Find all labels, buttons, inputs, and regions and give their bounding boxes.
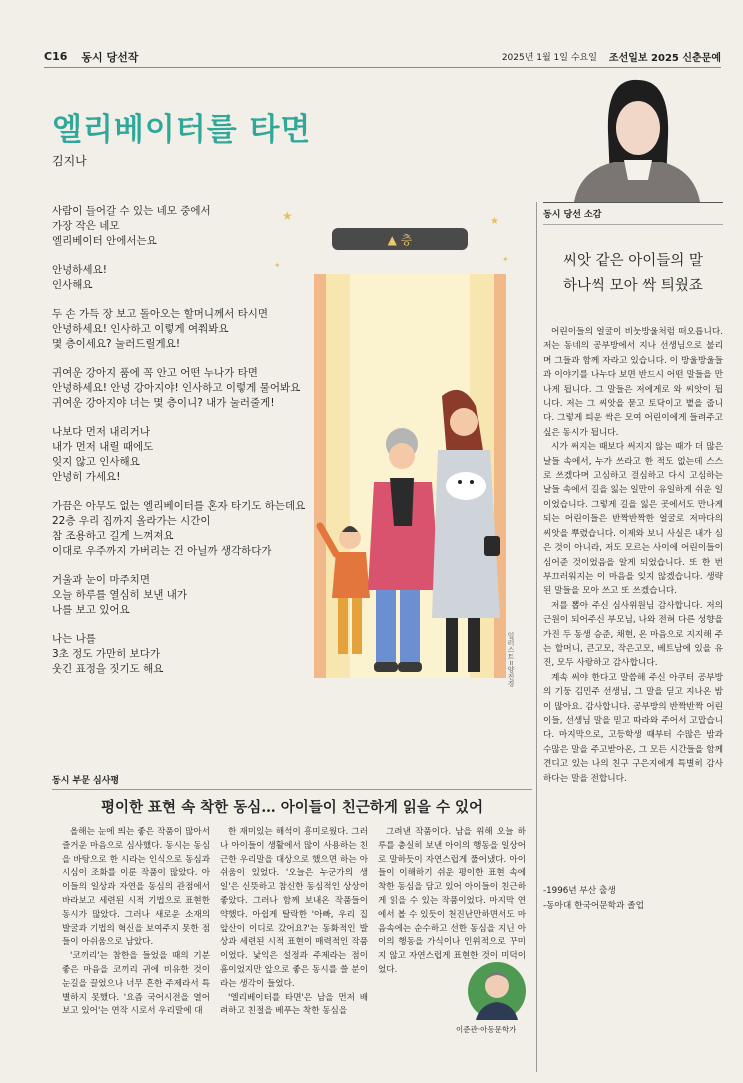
poem-line: 귀여운 강아지 품에 꼭 안고 어떤 누나가 타면 — [52, 367, 258, 379]
remarks-paragraph: 계속 써야 한다고 말씀해 주신 아쿠터 공부방의 기둥 김민주 선생님, 그 말을 딛고 지나온 밤이 많아요. 감사합니다. 공부방의 반짝반짝 어린이들, 선생님 말을 믿고 따라와 주어서 고맙습니다. 마지막으로, 고등학생 때부터 수많은 밤과 수많은 말을 주고받아온, 그 모든 시간들을 함께 견디고 있는 나의 친구 구은지에게 특별히 감사하다는 말을 전합니다. — [543, 672, 723, 784]
poem-line: 내가 먼저 내릴 때에도 — [52, 441, 154, 453]
review-column — [62, 826, 210, 1019]
poem-line: 이대로 우주까지 가버리는 건 아닐까 생각하다가 — [52, 545, 272, 557]
poem-line: 참 조용하고 길게 느껴져요 — [52, 530, 174, 542]
poem-line: 안녕히 가세요! — [52, 471, 121, 483]
poem-line: 안녕하세요! 인사하고 이렇게 여쭤봐요 — [52, 323, 229, 335]
reviewer-name: 이준관·아동문학가 — [456, 1025, 517, 1034]
poem-line: 가끔은 아무도 없는 엘리베이터를 혼자 타기도 하는데요 — [52, 500, 306, 512]
winner-remarks — [543, 202, 723, 786]
poem-author: 김지나 — [52, 154, 87, 168]
poem-line: 인사해요 — [52, 279, 93, 291]
svg-text:★: ★ — [282, 210, 293, 223]
svg-text:✦: ✦ — [502, 255, 509, 264]
section-name: 동시 당선작 — [81, 50, 139, 64]
poem-line: 가장 작은 네모 — [52, 220, 120, 232]
poem-line: 안녕하세요! — [52, 264, 107, 276]
poem-line: 오늘 하루를 열심히 보낸 내가 — [52, 589, 188, 601]
poem-line: 몇 층이세요? 눌러드릴게요! — [52, 338, 181, 350]
review-paragraph: 한 재미있는 해석이 흥미로웠다. 그러나 아이들이 생활에서 많이 사용하는 친근한 우리말을 대상으로 했으면 하는 아쉬움이 있었다. '오늘은 누군가의 생일'은 신뜻하고 참신한 동심적인 상상이 좋았다. 그러나 함께 보내온 작품들이 약했다. 아쉽게 탈락한 '아빠, 우리 집 앞산이 이디로 갔어요?'는 동화적인 발상과 세련된 시적 표현이 매력적인 작품이었다. 낯익은 설정과 주제라는 점이 흠이었지만 앞으로 좋은 동시를 쓸 분이라는 생각이 들었다. — [220, 827, 368, 989]
poem-line: 나는 나를 — [52, 633, 96, 645]
poem-line: 귀여운 강아지야 너는 몇 층이니? 내가 눌러줄게! — [52, 397, 275, 409]
remarks-title: 씨앗 같은 아이들의 말 하나씩 모아 싹 틔웠죠 — [563, 253, 703, 294]
review-title: 평이한 표현 속 착한 동심… 아이들이 친근하게 읽을 수 있어 — [100, 799, 484, 816]
poem-line: 거울과 눈이 마주치면 — [52, 574, 150, 586]
poem-line: 나를 보고 있어요 — [52, 604, 130, 616]
author-photo — [566, 72, 704, 202]
review-paragraph: '코끼리'는 참한을 들었을 때의 기분 좋은 마음을 코끼리 귀에 비유한 것이 눈길을 끌었으나 너무 흔한 주제라서 특별하지 못했다. '요즘 국어시전을 열어보고 있어'는 연작 시로서 우리말에 대 — [62, 951, 210, 1017]
remarks-text — [543, 325, 723, 786]
reviewer-photo — [468, 962, 526, 1020]
review-paragraph: 그려낸 작품이다. 남을 위해 오늘 하루를 충실히 보낸 아이의 행동을 일상어로 말하듯이 자연스럽게 풀어냈다. 아이들이 이해하기 쉬운 평이한 표현 속에 착한 동심을 담고 있어 아이들이 친근하게 읽을 수 있는 작품이었다. 마지막 연에서 볼 수 있듯이 천진난만하면서도 마음속에는 순수하고 선한 동심을 지닌 아이의 행동을 가식이나 인위적으로 꾸미지 않고 자연스럽게 표현한 것이 미덕이었다. — [378, 827, 526, 975]
poem-line: 웃긴 표정을 짓기도 해요 — [52, 663, 164, 675]
review-label: 동시 부문 심사평 — [52, 773, 532, 790]
elevator-sign: ▲ 층 — [387, 233, 413, 247]
poem-line: 두 손 가득 장 보고 돌아오는 할머니께서 타시면 — [52, 308, 269, 320]
elevator-illustration — [262, 210, 522, 680]
remarks-paragraph: 시가 써지는 때보다 써지지 않는 때가 더 많은 날들 속에서, 누가 쓰라고 한 적도 없는데 스스로 쓰겠다며 고심하고 걸심하고 다시 고심하는 날들 속에서 길을 잃는 일만이 유일하게 쉬운 일이었습니다. 그렇게 길을 잃은 곳에서도 만나게 되는 어린이들은 반짝반짝한 얼굴로 저마다의 씨앗을 뿌렸습니다. 이제와 보니 사실은 내가 심은 것이 아니라, 저도 모르는 사이에 어린이들이 심어준 것이었음을 알게 되었습니다. 또 한 번 부끄러워지는 이 마음을 잊지 않겠습니다. 생략된 말들을 모아 쓰고 또 쓰겠습니다. — [543, 442, 723, 597]
poem-title: 엘리베이터를 타면 — [52, 112, 312, 148]
page-number: C16 — [44, 50, 68, 63]
illustration-credit: 일러스트=양진경 — [507, 632, 515, 687]
svg-text:★: ★ — [490, 216, 499, 227]
page-header — [44, 46, 721, 68]
remarks-paragraph: 저를 뽑아 주신 심사위원님 감사합니다. 저의 근원이 되어주신 부모님, 나와 전혀 다른 성향을 가진 두 동생 승준, 채현, 온 마음으로 지지해 주는 할머니, 큰고모, 작은고모, 베트남에 있을 유진, 모두 사랑하고 감사합니다. — [543, 600, 723, 669]
author-bio: -1996년 부산 출생 -동아대 한국어문학과 졸업 — [543, 886, 644, 911]
poem-line: 엘리베이터 안에서는요 — [52, 235, 157, 247]
column-divider — [536, 202, 537, 1072]
svg-text:✦: ✦ — [274, 261, 281, 270]
poem-line: 안녕하세요! 안녕 강아지야! 인사하고 이렇게 물어봐요 — [52, 382, 301, 394]
review-body — [62, 826, 534, 1019]
poem-line: 3초 정도 가만히 보다가 — [52, 648, 160, 660]
issue-date: 2025년 1월 1일 수요일 — [501, 53, 597, 63]
poem-line: 잊지 않고 인사해요 — [52, 456, 140, 468]
poem-line: 22층 우리 집까지 올라가는 시간이 — [52, 515, 211, 527]
remarks-label: 동시 당선 소감 — [543, 202, 723, 225]
paper-name: 조선일보 2025 신춘문예 — [608, 53, 721, 64]
poem-line: 나보다 먼저 내리거나 — [52, 426, 150, 438]
poem-line: 사람이 들어갈 수 있는 네모 중에서 — [52, 205, 211, 217]
review-paragraph: 올해는 눈에 띄는 좋은 작품이 많아서 즐거운 마음으로 심사했다. 동시는 동심을 바탕으로 한 시라는 인식으로 동심과 시심이 조화를 이룬 작품이 많았다. 아이들의 일상과 자연을 동심의 관점에서 바라보고 세련된 시적 기법으로 표현한 동시가 많았다. 그러나 새로운 소재의 발굴과 기법의 혁신을 보여주지 못한 점들이 아쉬움으로 남았다. — [62, 827, 210, 948]
review-paragraph: '엘리베이터를 타면'은 남을 먼저 배려하고 친절을 베푸는 착한 동심을 — [220, 992, 368, 1017]
remarks-paragraph: 어린이들의 얼굴이 비눗방울처럼 떠오릅니다. 저는 동네의 공부방에서 지나 선생님으로 불리며 그들과 함께 자라고 있습니다. 이 방울방울들과 이야기를 나누다 보면 반드시 어떤 말들을 만나게 됩니다. 그 말들은 저에게로 와 씨앗이 됩니다. 저는 그 씨앗을 묻고 토닥이고 볕을 줍니다. 그렇게 틔운 싹은 모여 어린이에게 들려주고 싶은 동시가 됩니다. — [543, 327, 723, 438]
review-column — [220, 826, 368, 1019]
